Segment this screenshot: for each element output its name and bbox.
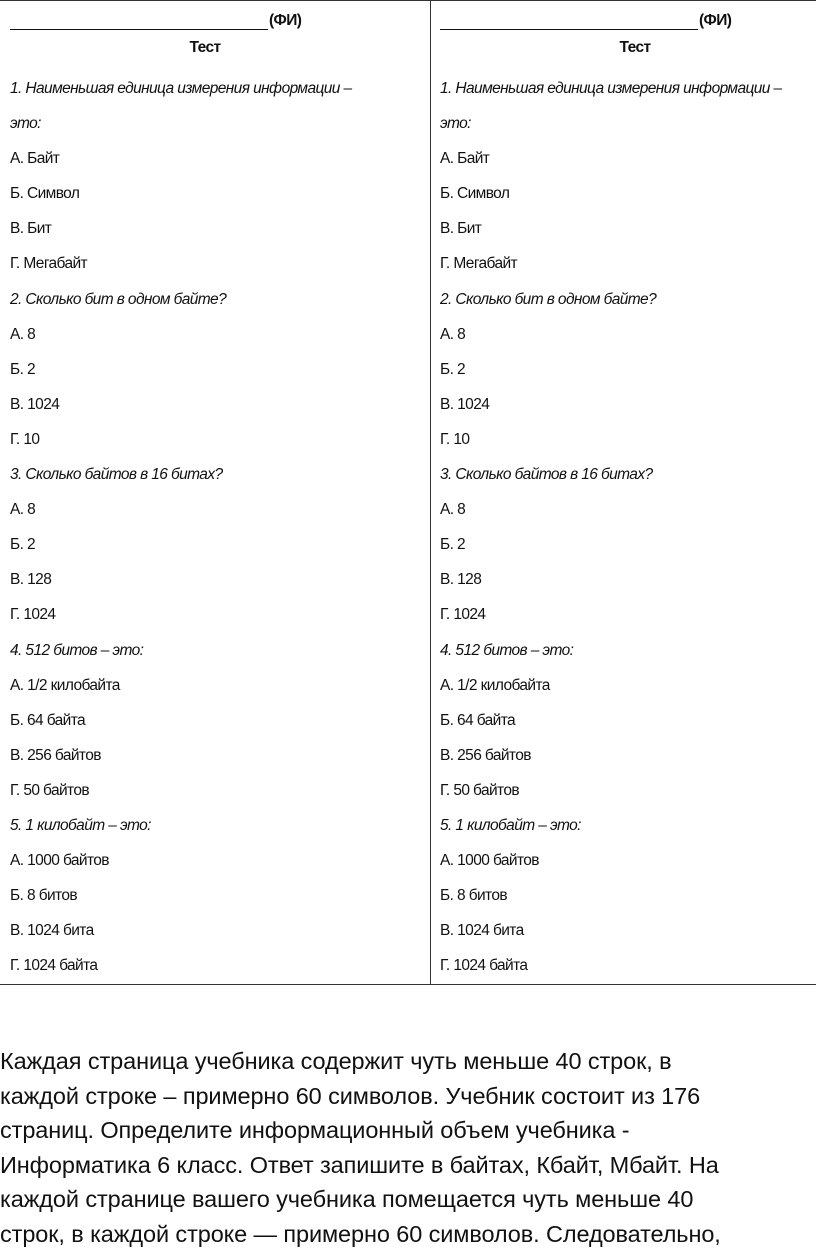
task-paragraph <box>0 1044 816 1252</box>
answer-option: Б. 8 битов <box>10 887 78 905</box>
paragraph-line: Информатика 6 класс. Ответ запишите в байтах, Кбайт, Мбайт. На <box>0 1151 719 1178</box>
answer-option: В. 1024 <box>440 395 490 413</box>
answer-option: В. 256 байтов <box>10 746 101 764</box>
answer-option: В. Бит <box>10 220 52 238</box>
name-label: (ФИ) <box>699 12 732 29</box>
name-field-row <box>440 6 731 30</box>
question-text: 2. Сколько бит в одном байте? <box>10 290 227 308</box>
answer-option: В. 128 <box>10 571 52 589</box>
question-text: 1. Наименьшая единица измерения информации – <box>440 80 782 97</box>
name-blank-line <box>10 12 268 30</box>
name-label: (ФИ) <box>269 12 302 29</box>
answer-option: Б. 64 байта <box>10 711 86 729</box>
question-text: это: <box>10 115 41 133</box>
paragraph-line: строк, в каждой строке — примерно 60 символов. Следовательно, <box>0 1220 721 1247</box>
test-column-left <box>10 1 420 984</box>
answer-option: Г. 1024 <box>10 606 56 624</box>
answer-option: Г. Мегабайт <box>440 255 518 273</box>
paragraph-line: каждой странице вашего учебника помещается чуть меньше 40 <box>0 1186 694 1213</box>
answer-option: В. 1024 бита <box>440 922 524 940</box>
answer-option: А. Байт <box>440 150 490 168</box>
answer-option: Б. Символ <box>440 185 510 203</box>
answer-option: В. Бит <box>440 220 482 238</box>
answer-option: А. 1/2 килобайта <box>440 676 550 694</box>
question-text: 3. Сколько байтов в 16 битах? <box>440 466 653 484</box>
question-text: 1. Наименьшая единица измерения информации – <box>10 80 352 97</box>
question-text: 5. 1 килобайт – это: <box>440 816 581 834</box>
answer-option: Г. 1024 байта <box>440 957 528 975</box>
answer-option: В. 1024 <box>10 395 60 413</box>
name-blank-line <box>440 12 698 30</box>
question-text: 5. 1 килобайт – это: <box>10 816 151 834</box>
answer-option: А. 1000 байтов <box>10 852 109 870</box>
answer-option: Б. Символ <box>10 185 80 203</box>
answer-option: Б. 64 байта <box>440 711 516 729</box>
answer-option: А. 8 <box>10 501 36 519</box>
answer-option: А. 8 <box>10 325 36 343</box>
answer-option: Г. 10 <box>440 430 470 448</box>
test-column-right <box>440 1 816 984</box>
question-text: 3. Сколько байтов в 16 битах? <box>10 466 223 484</box>
question-list <box>440 74 782 986</box>
answer-option: Г. 10 <box>10 430 40 448</box>
answer-option: А. 1/2 килобайта <box>10 676 120 694</box>
answer-option: Б. 2 <box>10 360 36 378</box>
answer-option: А. 1000 байтов <box>440 852 539 870</box>
answer-option: А. Байт <box>10 150 60 168</box>
answer-option: Г. 50 байтов <box>10 781 90 799</box>
answer-option: В. 128 <box>440 571 482 589</box>
question-text: 4. 512 битов – это: <box>10 641 144 659</box>
test-title: Тест <box>189 39 221 56</box>
answer-option: Б. 8 битов <box>440 887 508 905</box>
question-text: 4. 512 битов – это: <box>440 641 574 659</box>
name-field-row <box>10 6 301 30</box>
answer-option: В. 1024 бита <box>10 922 94 940</box>
paragraph-line: Каждая страница учебника содержит чуть меньше 40 строк, в <box>0 1048 672 1074</box>
column-divider <box>430 1 431 984</box>
question-text: 2. Сколько бит в одном байте? <box>440 290 657 308</box>
question-list <box>10 74 352 986</box>
answer-option: Г. 1024 байта <box>10 957 98 975</box>
test-title: Тест <box>619 39 651 56</box>
answer-option: Г. 50 байтов <box>440 781 520 799</box>
answer-option: А. 8 <box>440 325 466 343</box>
answer-option: Б. 2 <box>10 536 36 554</box>
answer-option: Г. 1024 <box>440 606 486 624</box>
question-text: это: <box>440 115 471 133</box>
answer-option: Б. 2 <box>440 536 466 554</box>
answer-option: Б. 2 <box>440 360 466 378</box>
paragraph-line: страниц. Определите информационный объем учебника - <box>0 1117 630 1144</box>
paragraph-line: каждой строке – примерно 60 символов. Учебник состоит из 176 <box>0 1082 701 1109</box>
answer-option: В. 256 байтов <box>440 746 531 764</box>
answer-option: Г. Мегабайт <box>10 255 88 273</box>
answer-option: А. 8 <box>440 501 466 519</box>
